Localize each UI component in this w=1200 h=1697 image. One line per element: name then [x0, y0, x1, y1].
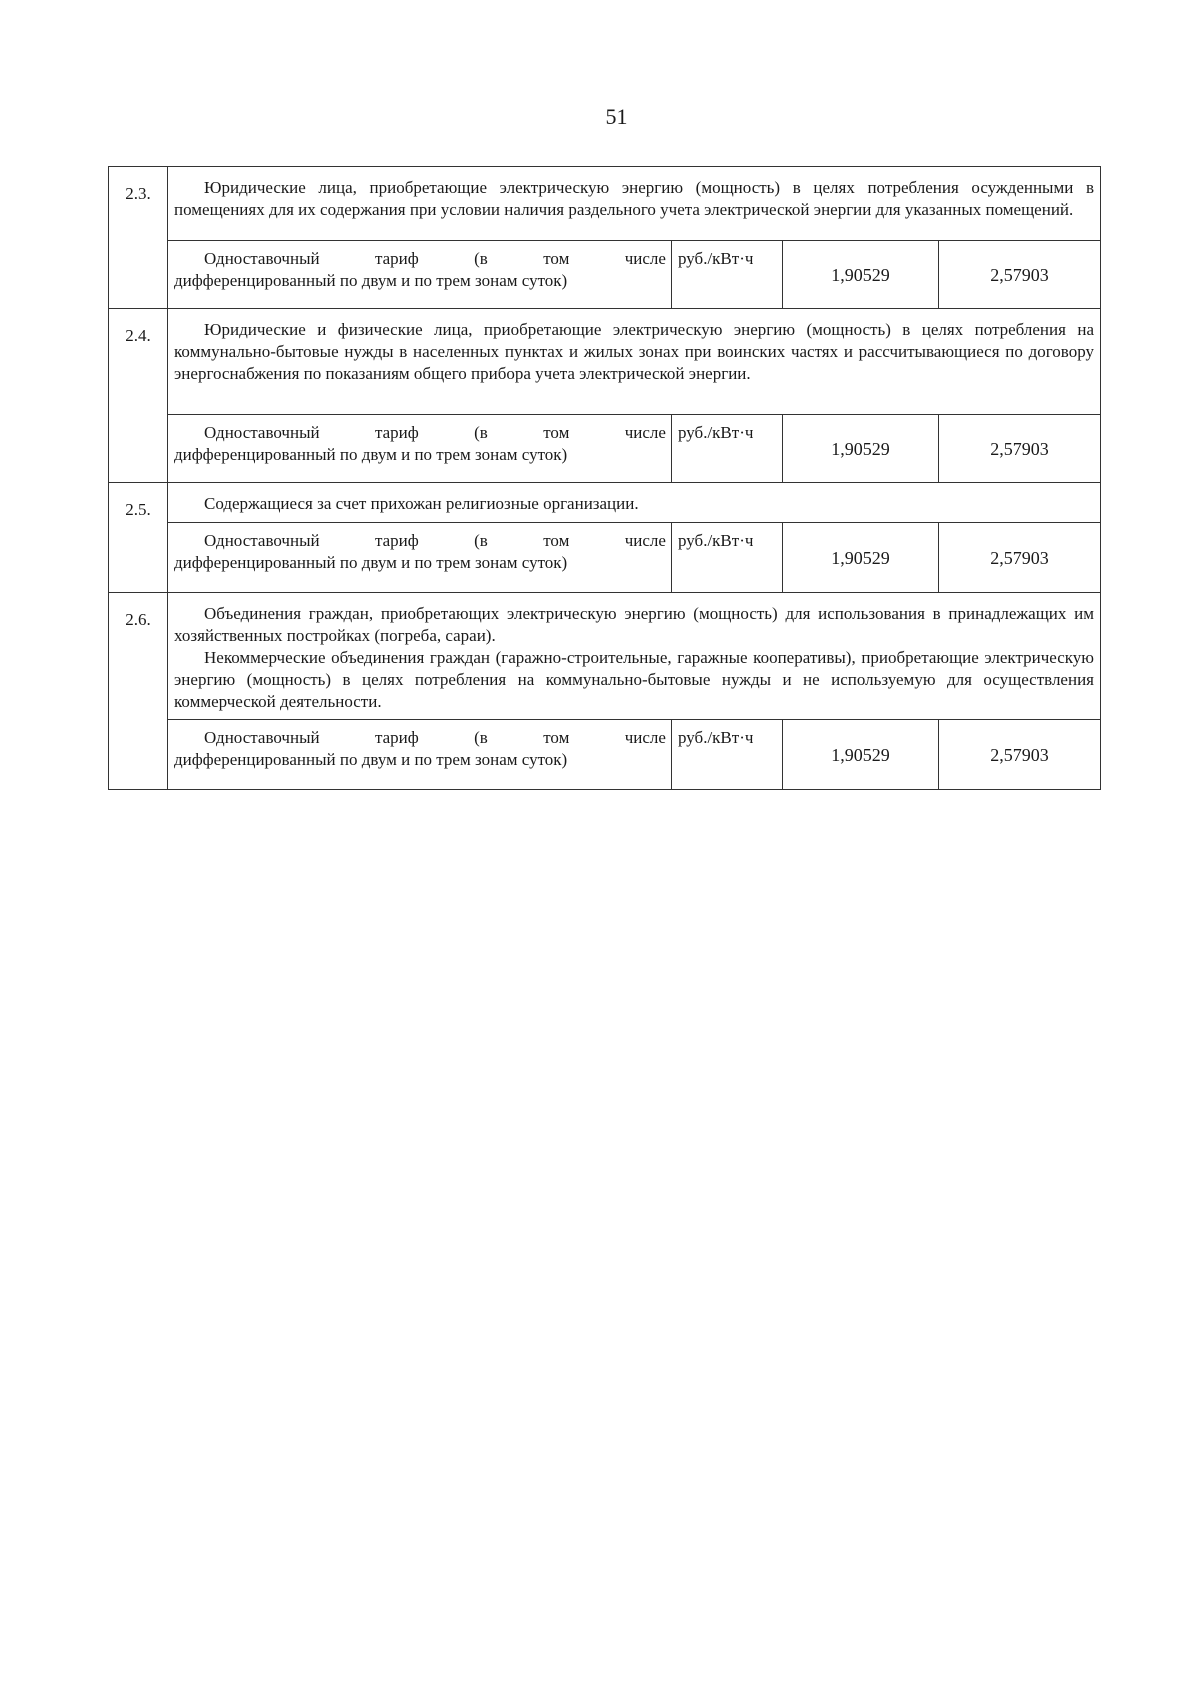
section-number: 2.3. — [109, 167, 168, 309]
description-paragraph: Содержащиеся за счет прихожан религиозные организации. — [204, 494, 639, 513]
tariff-label-line1 — [174, 422, 666, 444]
tariff-label-word: (в — [474, 728, 488, 747]
tariff-label-word: том — [543, 728, 570, 747]
section-number: 2.4. — [109, 309, 168, 483]
tariff-label-word: тариф — [374, 423, 419, 442]
tariff-label-word: числе — [624, 423, 666, 442]
section-description — [168, 593, 1101, 720]
tariff-label — [168, 241, 672, 309]
tariff-label-line1 — [174, 727, 666, 749]
tariff-label-word: Одноставочный — [204, 249, 320, 268]
tariff-label-line2: дифференцированный по двум и по трем зонам суток) — [174, 271, 568, 290]
section-description — [168, 483, 1101, 523]
section-header-row — [109, 309, 1101, 415]
tariff-label-word: том — [543, 423, 570, 442]
tariff-label — [168, 415, 672, 483]
section-number: 2.6. — [109, 593, 168, 790]
tariff-value-2: 2,57903 — [939, 241, 1101, 309]
description-paragraph: Объединения граждан, приобретающих электрическую энергию (мощность) для использования в принадлежащих им хозяйственных постройках (погреба, сараи). — [174, 604, 1094, 645]
tariff-label-word: (в — [474, 249, 488, 268]
tariff-value-1: 1,90529 — [783, 523, 939, 593]
tariff-label — [168, 523, 672, 593]
description-paragraph: Некоммерческие объединения граждан (гаражно-строительные, гаражные кооперативы), приобретающие электрическую энергию (мощность) в целях потребления на коммунально-бытовые нужды и не используемую для осуществления коммерческой деятельности. — [174, 648, 1094, 711]
description-paragraph: Юридические лица, приобретающие электрическую энергию (мощность) в целях потребления осужденными в помещениях для их содержания при условии наличия раздельного учета электрической энергии для указанных помещений. — [174, 178, 1094, 219]
tariff-label-line2: дифференцированный по двум и по трем зонам суток) — [174, 750, 568, 769]
tariff-label-word: том — [543, 531, 570, 550]
tariff-label-word: том — [543, 249, 570, 268]
tariff-row — [109, 720, 1101, 790]
section-header-row — [109, 167, 1101, 241]
tariff-label-word: Одноставочный — [204, 423, 320, 442]
tariff-row — [109, 523, 1101, 593]
tariff-label-line1 — [174, 248, 666, 270]
tariff-label-word: (в — [474, 531, 488, 550]
tariff-label-line2: дифференцированный по двум и по трем зонам суток) — [174, 553, 568, 572]
tariff-label-word: числе — [624, 249, 666, 268]
tariff-label — [168, 720, 672, 790]
tariff-unit: руб./кВт·ч — [672, 720, 783, 790]
section-description — [168, 167, 1101, 241]
tariff-label-word: тариф — [374, 728, 419, 747]
tariff-unit: руб./кВт·ч — [672, 523, 783, 593]
tariff-label-word: числе — [624, 728, 666, 747]
tariff-row — [109, 415, 1101, 483]
tariff-label-word: тариф — [374, 249, 419, 268]
tariff-label-word: тариф — [374, 531, 419, 550]
tariff-unit: руб./кВт·ч — [672, 415, 783, 483]
tariff-table — [108, 166, 1101, 790]
tariff-label-word: числе — [624, 531, 666, 550]
section-header-row — [109, 593, 1101, 720]
page-number: 51 — [605, 104, 628, 129]
tariff-value-1: 1,90529 — [783, 415, 939, 483]
description-paragraph: Юридические и физические лица, приобретающие электрическую энергию (мощность) в целях потребления на коммунально-бытовые нужды в населенных пунктах и жилых зонах при воинских частях и рассчитывающиеся по договору энергоснабжения по показаниям общего прибора учета электрической энергии. — [174, 320, 1094, 383]
tariff-value-2: 2,57903 — [939, 415, 1101, 483]
section-description — [168, 309, 1101, 415]
tariff-label-line2: дифференцированный по двум и по трем зонам суток) — [174, 445, 568, 464]
section-header-row — [109, 483, 1101, 523]
tariff-row — [109, 241, 1101, 309]
tariff-value-1: 1,90529 — [783, 720, 939, 790]
tariff-label-word: Одноставочный — [204, 728, 320, 747]
tariff-label-line1 — [174, 530, 666, 552]
tariff-value-1: 1,90529 — [783, 241, 939, 309]
tariff-label-word: Одноставочный — [204, 531, 320, 550]
tariff-label-word: (в — [474, 423, 488, 442]
section-number: 2.5. — [109, 483, 168, 593]
tariff-value-2: 2,57903 — [939, 523, 1101, 593]
tariff-unit: руб./кВт·ч — [672, 241, 783, 309]
tariff-value-2: 2,57903 — [939, 720, 1101, 790]
